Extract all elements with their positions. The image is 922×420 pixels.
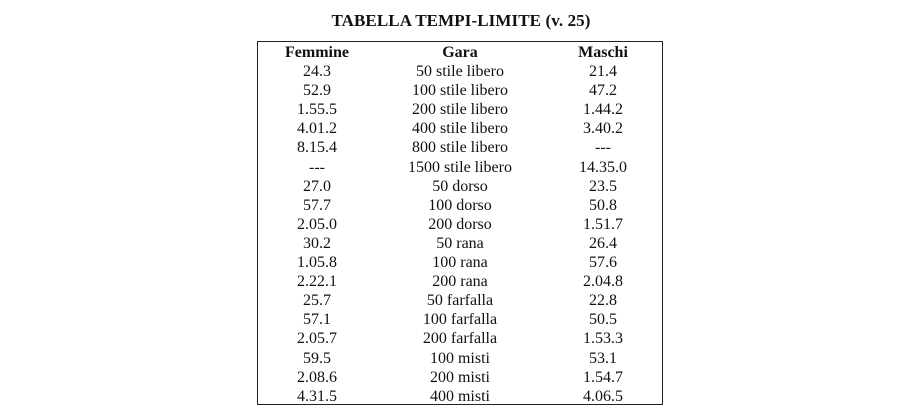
table-row bbox=[258, 329, 662, 348]
cell-femmine: 2.05.7 bbox=[297, 330, 337, 348]
cell-gara: 200 farfalla bbox=[422, 330, 498, 348]
table-row bbox=[258, 81, 662, 100]
cell-maschi: 57.6 bbox=[589, 254, 617, 272]
cell-femmine: 30.2 bbox=[303, 234, 331, 252]
table-row bbox=[258, 119, 662, 138]
page-title: TABELLA TEMPI-LIMITE (v. 25) bbox=[331, 11, 591, 30]
column-header-gara: Gara bbox=[442, 44, 478, 61]
cell-gara: 200 rana bbox=[432, 273, 488, 291]
cell-maschi: 21.4 bbox=[589, 63, 617, 81]
table-row bbox=[258, 253, 662, 272]
table-row bbox=[258, 138, 662, 157]
column-header-maschi: Maschi bbox=[578, 44, 628, 61]
cell-maschi: 4.06.5 bbox=[583, 387, 623, 405]
cell-maschi: 1.53.3 bbox=[583, 330, 623, 348]
table-row bbox=[258, 387, 662, 406]
table-row bbox=[258, 310, 662, 329]
cell-maschi: 1.51.7 bbox=[583, 215, 623, 233]
cell-femmine: 24.3 bbox=[303, 63, 331, 81]
table-row bbox=[258, 349, 662, 368]
cell-gara: 50 stile libero bbox=[416, 63, 504, 81]
cell-femmine: 2.08.6 bbox=[297, 368, 337, 386]
time-limits-table-frame bbox=[257, 41, 663, 405]
cell-maschi: 50.8 bbox=[589, 196, 617, 214]
cell-femmine: 8.15.4 bbox=[297, 139, 337, 157]
table-row bbox=[258, 215, 662, 234]
cell-femmine: 1.55.5 bbox=[297, 101, 337, 119]
cell-femmine: 57.7 bbox=[303, 196, 331, 214]
cell-femmine: 4.01.2 bbox=[297, 120, 337, 138]
column-header-femmine: Femmine bbox=[285, 44, 349, 61]
cell-maschi: 2.04.8 bbox=[583, 273, 623, 291]
cell-maschi: 1.44.2 bbox=[583, 101, 623, 119]
cell-gara: 400 misti bbox=[429, 387, 490, 405]
cell-maschi: --- bbox=[595, 139, 611, 157]
table-row bbox=[258, 234, 662, 253]
table-row bbox=[258, 158, 662, 177]
cell-femmine: 2.05.0 bbox=[297, 215, 337, 233]
cell-maschi: 53.1 bbox=[589, 349, 617, 367]
table-row bbox=[258, 196, 662, 215]
cell-femmine: 59.5 bbox=[303, 349, 331, 367]
cell-femmine: 57.1 bbox=[303, 311, 331, 329]
cell-gara: 100 stile libero bbox=[412, 82, 508, 100]
cell-maschi: 50.5 bbox=[589, 311, 617, 329]
cell-maschi: 47.2 bbox=[589, 82, 617, 100]
cell-gara: 50 rana bbox=[436, 234, 484, 252]
cell-gara: 200 misti bbox=[429, 368, 490, 386]
cell-maschi: 22.8 bbox=[589, 292, 617, 310]
cell-gara: 800 stile libero bbox=[412, 139, 508, 157]
cell-femmine: --- bbox=[309, 158, 325, 176]
cell-femmine: 1.05.8 bbox=[297, 254, 337, 272]
cell-gara: 100 misti bbox=[429, 349, 490, 367]
cell-femmine: 4.31.5 bbox=[297, 387, 337, 405]
cell-femmine: 27.0 bbox=[303, 177, 331, 195]
cell-maschi: 1.54.7 bbox=[583, 368, 623, 386]
cell-femmine: 52.9 bbox=[303, 82, 331, 100]
cell-gara: 100 rana bbox=[432, 254, 488, 272]
cell-gara: 400 stile libero bbox=[412, 120, 508, 138]
cell-maschi: 3.40.2 bbox=[583, 120, 623, 138]
time-limits-table bbox=[258, 43, 662, 406]
cell-maschi: 14.35.0 bbox=[579, 158, 627, 176]
cell-maschi: 26.4 bbox=[589, 234, 617, 252]
cell-gara: 1500 stile libero bbox=[408, 158, 512, 176]
cell-gara: 100 dorso bbox=[428, 196, 492, 214]
table-row bbox=[258, 272, 662, 291]
table-row bbox=[258, 177, 662, 196]
table-row bbox=[258, 62, 662, 81]
cell-femmine: 25.7 bbox=[303, 292, 331, 310]
cell-maschi: 23.5 bbox=[589, 177, 617, 195]
cell-femmine: 2.22.1 bbox=[297, 273, 337, 291]
cell-gara: 50 farfalla bbox=[426, 292, 494, 310]
cell-gara: 200 dorso bbox=[428, 215, 492, 233]
table-row bbox=[258, 100, 662, 119]
table-body bbox=[258, 62, 662, 406]
table-row bbox=[258, 368, 662, 387]
cell-gara: 100 farfalla bbox=[422, 311, 498, 329]
table-header-row bbox=[258, 43, 662, 62]
cell-gara: 50 dorso bbox=[432, 177, 488, 195]
cell-gara: 200 stile libero bbox=[412, 101, 508, 119]
table-row bbox=[258, 291, 662, 310]
